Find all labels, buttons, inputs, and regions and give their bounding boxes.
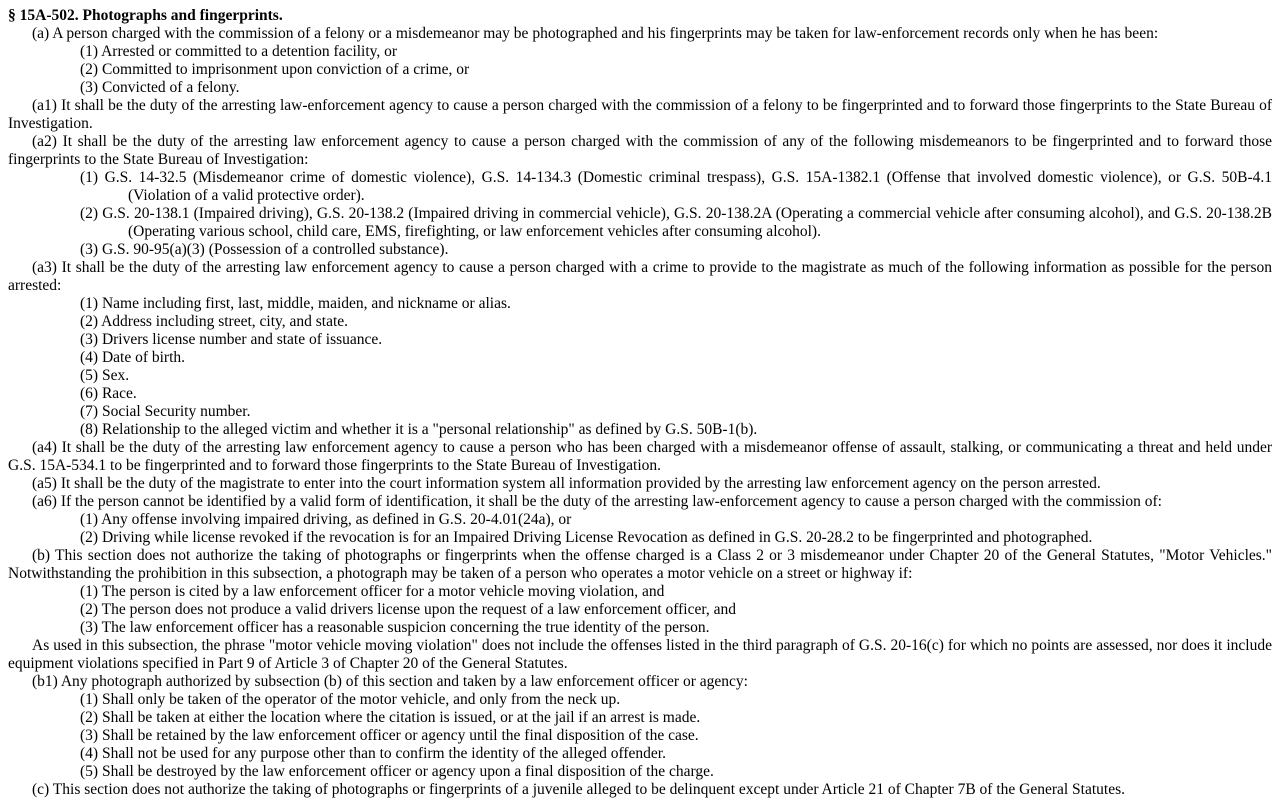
subsection-paragraph: (a2) It shall be the duty of the arresting law enforcement agency to cause a person charged with the commission of any of the following misdemeanors to be fingerprinted and to forward those fingerprints to the State Bureau of Investigation: <box>8 133 1272 168</box>
list-item: (1) The person is cited by a law enforcement officer for a motor vehicle moving violation, and <box>80 583 665 600</box>
list-item: (1) Name including first, last, middle, maiden, and nickname or alias. <box>80 295 511 312</box>
list-item: (6) Race. <box>80 385 137 402</box>
list-item: (2) Committed to imprisonment upon conviction of a crime, or <box>80 61 470 78</box>
list-item: (1) G.S. 14-32.5 (Misdemeanor crime of domestic violence), G.S. 14-134.3 (Domestic criminal trespass), G.S. 15A-1382.1 (Offense that involved domestic violence), or G.S. 50B-4.1 (Violation of a valid protective order). <box>80 169 1272 204</box>
list-item: (1) Arrested or committed to a detention facility, or <box>80 43 398 60</box>
list-item: (1) Any offense involving impaired driving, as defined in G.S. 20-4.01(24a), or <box>80 511 572 528</box>
list-item: (2) Shall be taken at either the location where the citation is issued, or at the jail if an arrest is made. <box>80 709 701 726</box>
subsection-paragraph: (a1) It shall be the duty of the arresting law-enforcement agency to cause a person charged with the commission of a felony to be fingerprinted and to forward those fingerprints to the State Bureau of Investigation. <box>8 97 1272 132</box>
section-heading: § 15A-502. Photographs and fingerprints. <box>8 7 283 24</box>
list-item: (5) Sex. <box>80 367 130 384</box>
statute-body <box>8 25 1272 799</box>
list-item: (4) Date of birth. <box>80 349 186 366</box>
list-item: (2) Driving while license revoked if the revocation is for an Impaired Driving License Revocation as defined in G.S. 20-28.2 to be fingerprinted and photographed. <box>80 529 1093 546</box>
subsection-paragraph: (a5) It shall be the duty of the magistrate to enter into the court information system all information provided by the arresting law enforcement agency on the person arrested. <box>32 475 1101 492</box>
list-item: (3) Convicted of a felony. <box>80 79 240 96</box>
list-item: (2) Address including street, city, and state. <box>80 313 349 330</box>
list-item: (5) Shall be destroyed by the law enforcement officer or agency upon a final disposition of the charge. <box>80 763 714 780</box>
list-item: (1) Shall only be taken of the operator of the motor vehicle, and only from the neck up. <box>80 691 621 708</box>
list-item: (8) Relationship to the alleged victim and whether it is a "personal relationship" as defined by G.S. 50B-1(b). <box>80 421 758 438</box>
subsection-paragraph: (a6) If the person cannot be identified by a valid form of identification, it shall be the duty of the arresting law-enforcement agency to cause a person charged with the commission of: <box>32 493 1162 510</box>
subsection-paragraph: (a3) It shall be the duty of the arresting law enforcement agency to cause a person charged with a crime to provide to the magistrate as much of the following information as possible for the person arrested: <box>8 259 1272 294</box>
list-item: (3) Shall be retained by the law enforcement officer or agency until the final disposition of the case. <box>80 727 699 744</box>
subsection-paragraph: (a) A person charged with the commission of a felony or a misdemeanor may be photographed and his fingerprints may be taken for law-enforcement records only when he has been: <box>32 25 1159 42</box>
list-item: (3) Drivers license number and state of issuance. <box>80 331 383 348</box>
list-item: (4) Shall not be used for any purpose other than to confirm the identity of the alleged offender. <box>80 745 666 762</box>
subsection-paragraph: (a4) It shall be the duty of the arresting law enforcement agency to cause a person who has been charged with a misdemeanor offense of assault, stalking, or communicating a threat and held under G.S. 15A-534.1 to be fingerprinted and to forward those fingerprints to the State Bureau of Investigation. <box>8 439 1272 474</box>
list-item: (2) The person does not produce a valid drivers license upon the request of a law enforcement officer, and <box>80 601 737 618</box>
list-item: (3) G.S. 90-95(a)(3) (Possession of a controlled substance). <box>80 241 449 258</box>
subsection-paragraph: (b1) Any photograph authorized by subsection (b) of this section and taken by a law enforcement officer or agency: <box>32 673 748 690</box>
subsection-paragraph: (b) This section does not authorize the taking of photographs or fingerprints when the offense charged is a Class 2 or 3 misdemeanor under Chapter 20 of the General Statutes, "Motor Vehicles." Notwithstanding the prohibition in this subsection, a photograph may be taken of a person who operates a motor vehicle on a street or highway if: <box>8 547 1272 582</box>
list-item: (2) G.S. 20-138.1 (Impaired driving), G.S. 20-138.2 (Impaired driving in commercial vehicle), G.S. 20-138.2A (Operating a commercial vehicle after consuming alcohol), and G.S. 20-138.2B (Operating various school, child care, EMS, firefighting, or law enforcement vehicles after consuming alcohol). <box>80 205 1272 240</box>
list-item: (3) The law enforcement officer has a reasonable suspicion concerning the true identity of the person. <box>80 619 710 636</box>
subsection-paragraph: (c) This section does not authorize the taking of photographs or fingerprints of a juvenile alleged to be delinquent except under Article 21 of Chapter 7B of the General Statutes. <box>32 781 1126 798</box>
list-item: (7) Social Security number. <box>80 403 251 420</box>
subsection-paragraph: As used in this subsection, the phrase "motor vehicle moving violation" does not include the offenses listed in the third paragraph of G.S. 20-16(c) for which no points are assessed, nor does it include equipment violations specified in Part 9 of Article 3 of Chapter 20 of the General Statutes. <box>8 637 1272 672</box>
